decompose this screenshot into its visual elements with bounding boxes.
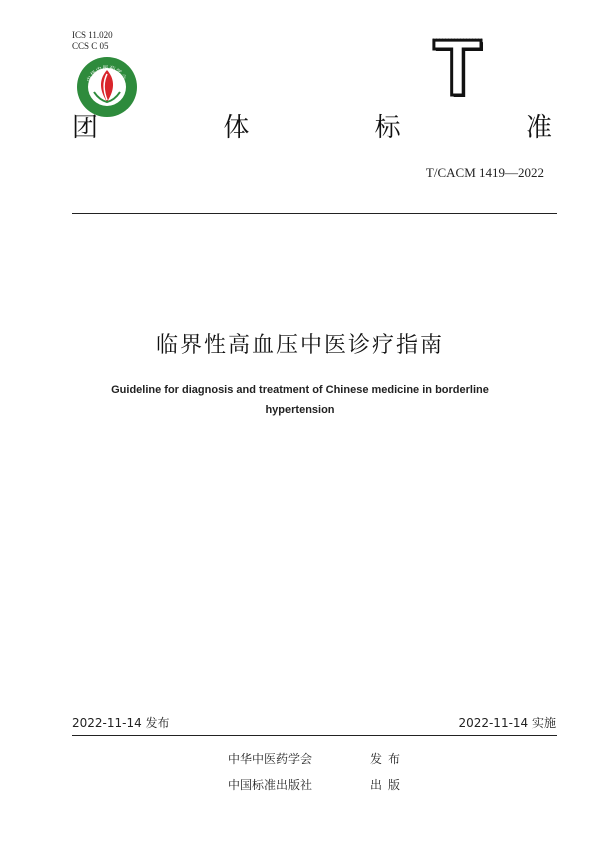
publisher-society: 中华中医药学会 xyxy=(228,752,313,766)
category-char: 团 xyxy=(72,113,99,143)
standard-type-letter: T xyxy=(433,23,482,112)
ccs-code: CCS C 05 xyxy=(72,41,109,51)
top-divider xyxy=(72,213,557,214)
standard-number: T/CACM 1419—2022 xyxy=(425,165,544,180)
classification-codes xyxy=(72,30,113,52)
implementation-date: 2022-11-14 实施 xyxy=(458,716,556,730)
ics-code: ICS 11.020 xyxy=(72,30,113,40)
category-heading xyxy=(72,108,552,148)
publisher-action-issue: 发布 xyxy=(370,752,407,766)
category-char: 标 xyxy=(374,113,401,143)
category-char: 体 xyxy=(223,113,250,143)
logo-text: 中华中医药学会 xyxy=(85,64,128,84)
publisher-action-print: 出版 xyxy=(370,778,407,792)
issue-date: 2022-11-14 发布 xyxy=(72,716,170,730)
category-char: 准 xyxy=(525,113,552,143)
bottom-divider xyxy=(72,735,557,736)
publisher-press: 中国标准出版社 xyxy=(228,778,313,792)
title-chinese: 临界性高血压中医诊疗指南 xyxy=(155,333,444,358)
title-english: Guideline for diagnosis and treatment of Chinese medicine in borderline hypertension xyxy=(111,384,489,416)
